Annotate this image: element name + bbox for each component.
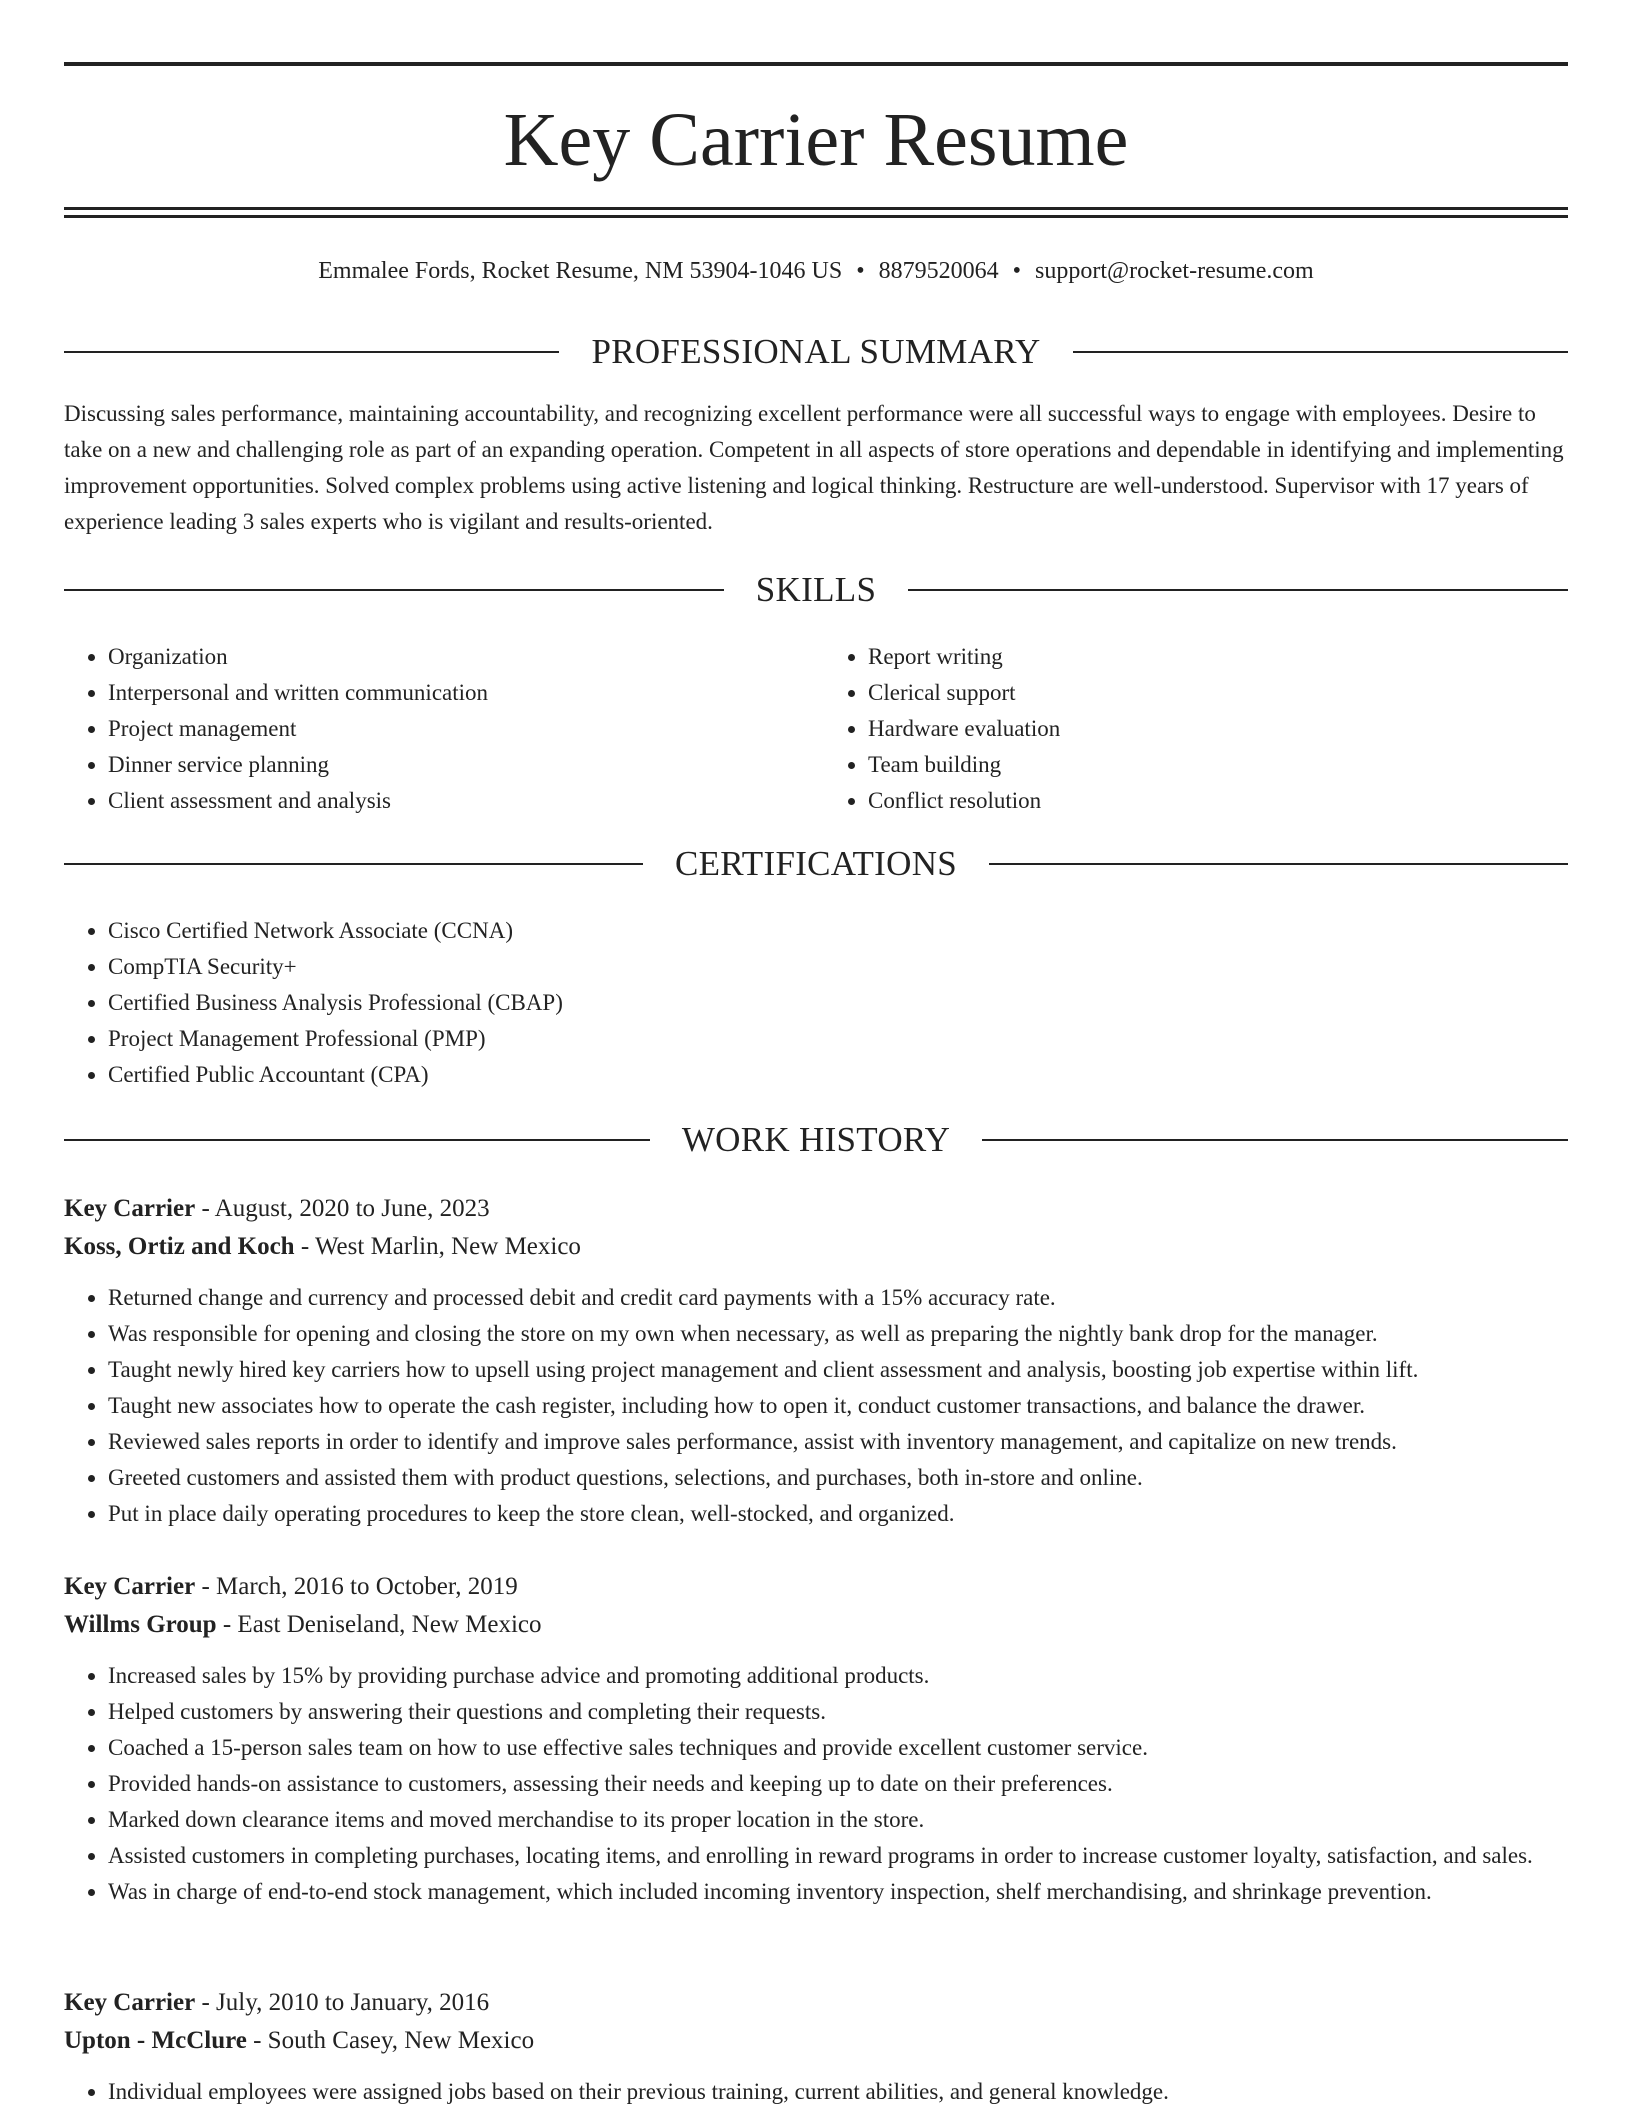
job-bullet: • Taught newly hired key carriers how to upsell using project management and client assessment and analysis, boosting job expertise within lift. [108,1352,1568,1388]
job-company: Koss, Ortiz and Koch [64,1233,295,1260]
certification-item: • Certified Business Analysis Professional (CBAP) [108,985,1568,1021]
job-title: Key Carrier [64,1195,196,1222]
job-bullet: • Was in charge of end-to-end stock management, which included incoming inventory inspection, shelf merchandising, and shrinkage prevention. [108,1874,1568,1910]
contact-line [64,254,1568,288]
heading-rule-right [989,863,1568,865]
job-bullets [64,1280,1568,1532]
job-bullet: • Taught new associates how to operate the cash register, including how to open it, conduct customer transactions, and balance the drawer. [108,1388,1568,1424]
skill-item: • Client assessment and analysis [108,783,816,819]
skills-column-left [64,639,816,819]
heading-rule-right [982,1139,1568,1141]
job-dates: - August, 2020 to June, 2023 [195,1195,490,1222]
certifications-heading-label: CERTIFICATIONS [674,844,958,883]
heading-rule-left [64,351,559,353]
certification-item: • Cisco Certified Network Associate (CCNA) [108,913,1568,949]
job-bullet: • Provided hands-on assistance to customers, assessing their needs and keeping up to date on their preferences. [108,1766,1568,1802]
job-bullet: • Increased sales by 15% by providing purchase advice and promoting additional products. [108,1658,1568,1694]
contact-email: support@rocket-resume.com [1035,258,1314,284]
summary-heading [64,330,1568,374]
contact-separator: • [856,258,865,284]
job-company: Willms Group [64,1611,217,1638]
job-title-line [64,1190,1568,1228]
job-bullet: • Coached a 15-person sales team on how to use effective sales techniques and provide excellent customer service. [108,1730,1568,1766]
job-entry [64,1190,1568,1532]
job-bullets [64,2074,1568,2110]
heading-rule-left [64,863,643,865]
heading-rule-right [908,589,1568,591]
certifications-list [64,913,1568,1093]
job-location: - West Marlin, New Mexico [294,1233,581,1260]
job-title: Key Carrier [64,1573,196,1600]
job-title-line [64,1568,1568,1606]
job-location: - East Deniseland, New Mexico [216,1611,542,1638]
job-dates: - March, 2016 to October, 2019 [195,1573,518,1600]
job-entry [64,1984,1568,2110]
job-entry [64,1568,1568,1910]
job-bullets [64,1658,1568,1910]
heading-rule-left [64,589,724,591]
job-bullet: • Was responsible for opening and closing the store on my own when necessary, as well as preparing the nightly bank drop for the manager. [108,1316,1568,1352]
skill-item: • Report writing [868,639,1568,675]
skill-item: • Team building [868,747,1568,783]
job-location: - South Casey, New Mexico [246,2027,535,2054]
heading-rule-left [64,1139,650,1141]
certification-item: • Project Management Professional (PMP) [108,1021,1568,1057]
job-title: Key Carrier [64,1989,196,2016]
contact-address: Emmalee Fords, Rocket Resume, NM 53904-1046 US [318,258,843,284]
skills-column-right [816,639,1568,819]
contact-separator: • [1012,258,1022,284]
heading-rule-right [1073,351,1568,353]
job-bullet: • Returned change and currency and processed debit and credit card payments with a 15% accuracy rate. [108,1280,1568,1316]
job-bullet: • Greeted customers and assisted them with product questions, selections, and purchases, both in-store and online. [108,1460,1568,1496]
summary-text: Discussing sales performance, maintaining accountability, and recognizing excellent performance were all successful ways to engage with employees. Desire to take on a new and challenging role as part of an expanding operation. Competent in all aspects of store operations and dependable in identifying and implementing improvement opportunities. Solved complex problems using active listening and logical thinking. Restructure are well-understood. Supervisor with 17 years of experience leading 3 sales experts who is vigilant and results-oriented. [64,401,1564,534]
skill-item: • Hardware evaluation [868,711,1568,747]
skill-item: • Project management [108,711,816,747]
skill-item: • Conflict resolution [868,783,1568,819]
skill-item: • Interpersonal and written communication [108,675,816,711]
job-bullet: • Reviewed sales reports in order to identify and improve sales performance, assist with inventory management, and capitalize on new trends. [108,1424,1568,1460]
top-rule [64,62,1568,66]
title-rule-lower [64,215,1568,218]
job-title-line [64,1984,1568,2022]
certification-item: • CompTIA Security+ [108,949,1568,985]
job-bullet: • Assisted customers in completing purchases, locating items, and enrolling in reward programs in order to increase customer loyalty, satisfaction, and sales. [108,1838,1568,1874]
job-company-line [64,1606,1568,1644]
skill-item: • Organization [108,639,816,675]
skills-list [64,639,1568,819]
skills-heading [64,568,1568,612]
job-company-line [64,2022,1568,2060]
contact-phone: 8879520064 [878,258,999,284]
certification-item: • Certified Public Accountant (CPA) [108,1057,1568,1093]
job-company-line [64,1228,1568,1266]
skills-heading-label: SKILLS [755,570,877,609]
skill-item: • Dinner service planning [108,747,816,783]
work-history-heading-label: WORK HISTORY [681,1120,951,1159]
skill-item: • Clerical support [868,675,1568,711]
title-rule-upper [64,207,1568,210]
job-bullet: • Individual employees were assigned jobs based on their previous training, current abilities, and general knowledge. [108,2074,1568,2110]
job-bullet: • Helped customers by answering their questions and completing their requests. [108,1694,1568,1730]
resume-title: Key Carrier Resume [503,98,1129,182]
work-history-heading [64,1118,1568,1162]
job-dates: - July, 2010 to January, 2016 [195,1989,490,2016]
certifications-heading [64,842,1568,886]
job-bullet: • Marked down clearance items and moved merchandise to its proper location in the store. [108,1802,1568,1838]
job-bullet: • Put in place daily operating procedures to keep the store clean, well-stocked, and organized. [108,1496,1568,1532]
summary-heading-label: PROFESSIONAL SUMMARY [591,332,1041,371]
job-company: Upton - McClure [64,2027,247,2054]
